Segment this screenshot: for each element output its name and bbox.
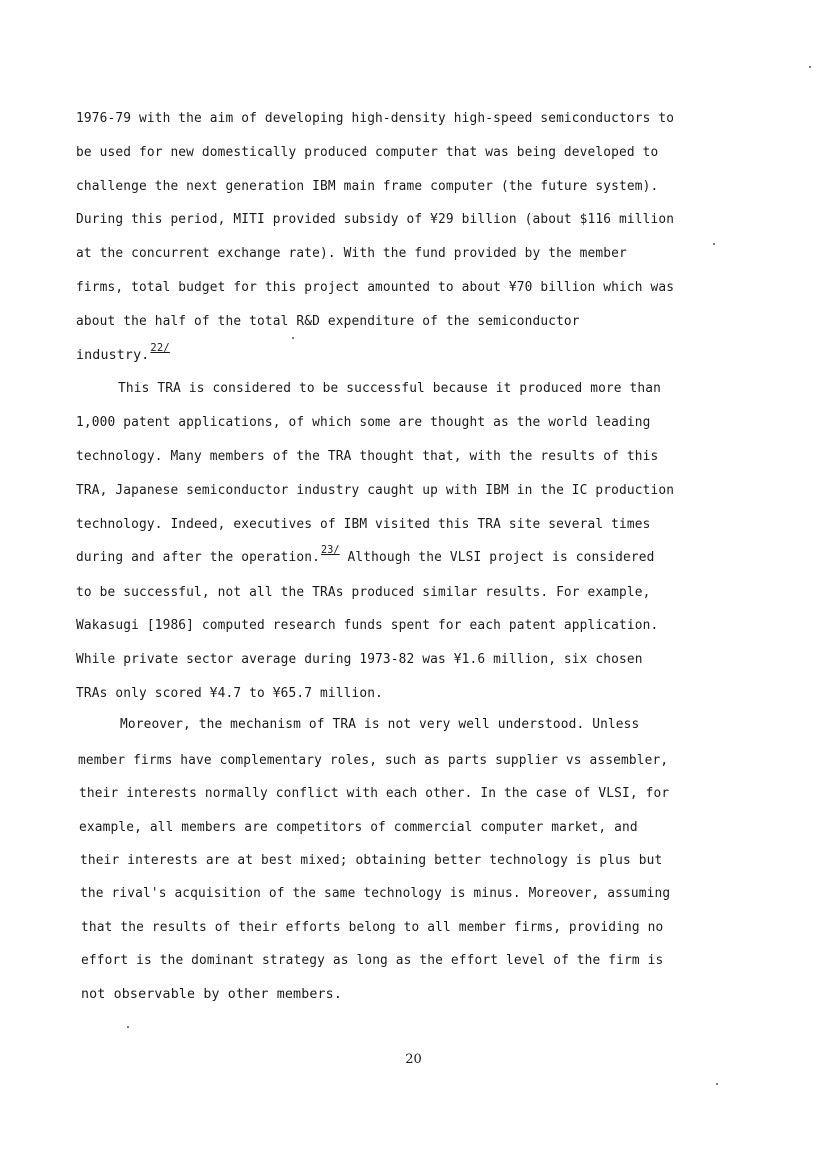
text-line: that the results of their efforts belong to all member firms, providing no <box>81 920 664 935</box>
text-line: example, all members are competitors of commercial computer market, and <box>79 820 638 835</box>
text-line: to be successful, not all the TRAs produced similar results. For example, <box>76 585 651 600</box>
text-line: industry. <box>76 348 150 363</box>
text-line-tail: Although the VLSI project is considered <box>347 550 655 565</box>
scan-speck <box>127 1026 129 1028</box>
text-line: 1976-79 with the aim of developing high-density high-speed semiconductors to <box>76 111 675 126</box>
text-line: During this period, MITI provided subsidy of ¥29 billion (about $116 million <box>76 212 675 227</box>
text-line: their interests are at best mixed; obtaining better technology is plus but <box>80 853 663 868</box>
text-line: about the half of the total R&D expenditure of the semiconductor <box>76 314 580 329</box>
text-line: technology. Indeed, executives of IBM visited this TRA site several times <box>76 517 651 532</box>
text-line: Wakasugi [1986] computed research funds spent for each patent application. <box>76 618 659 633</box>
text-line: technology. Many members of the TRA thought that, with the results of this <box>76 449 659 464</box>
text-line: at the concurrent exchange rate). With the fund provided by the member <box>76 246 627 261</box>
page-number: 20 <box>405 1052 422 1067</box>
scan-speck <box>292 337 294 339</box>
scan-speck <box>716 1083 718 1085</box>
text-line: challenge the next generation IBM main frame computer (the future system). <box>76 179 659 194</box>
footnote-marker: 23/ <box>320 544 340 556</box>
text-line: TRAs only scored ¥4.7 to ¥65.7 million. <box>76 686 383 701</box>
text-line: their interests normally conflict with each other. In the case of VLSI, for <box>79 786 670 801</box>
text-line: 1,000 patent applications, of which some are thought as the world leading <box>76 415 651 430</box>
text-line: This TRA is considered to be successful because it produced more than <box>118 381 662 396</box>
scan-speck <box>713 243 715 245</box>
text-line: the rival's acquisition of the same technology is minus. Moreover, assuming <box>80 886 671 901</box>
footnote-marker: 22/ <box>150 342 170 354</box>
text-line: While private sector average during 1973-82 was ¥1.6 million, six chosen <box>76 652 643 667</box>
text-line: firms, total budget for this project amounted to about ¥70 billion which was <box>76 280 675 295</box>
text-line: effort is the dominant strategy as long as the effort level of the firm is <box>81 953 664 968</box>
text-line: during and after the operation. <box>76 550 320 565</box>
text-line: be used for new domestically produced computer that was being developed to <box>76 145 659 160</box>
text-line: not observable by other members. <box>81 987 342 1002</box>
scan-speck <box>809 66 811 68</box>
text-line-with-footnote <box>76 342 170 365</box>
text-line: member firms have complementary roles, such as parts supplier vs assembler, <box>78 753 669 768</box>
text-line: TRA, Japanese semiconductor industry caught up with IBM in the IC production <box>76 483 675 498</box>
text-line-with-footnote <box>76 544 655 567</box>
text-line: Moreover, the mechanism of TRA is not very well understood. Unless <box>120 717 640 732</box>
